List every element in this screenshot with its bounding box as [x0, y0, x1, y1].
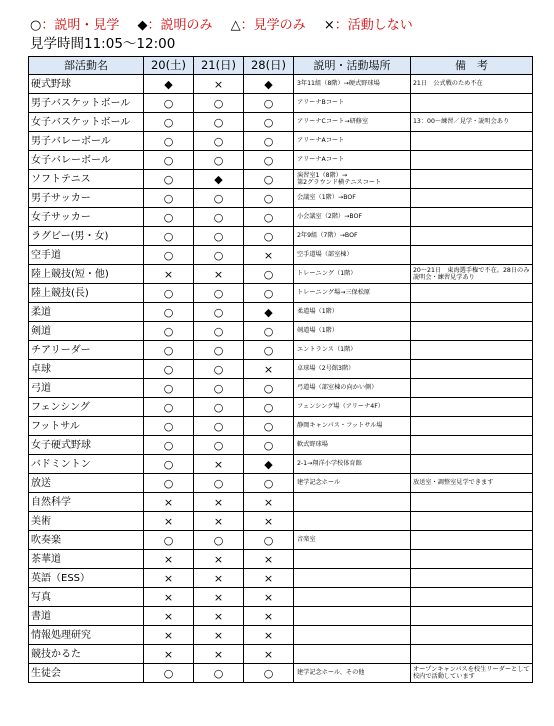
- activity-place: 建学記念ホール: [294, 474, 411, 493]
- table-row: [29, 607, 533, 626]
- mark-day-20: ○: [144, 303, 194, 322]
- mark-day-28: ○: [244, 132, 294, 151]
- table-row: [29, 588, 533, 607]
- mark-day-28: ×: [244, 569, 294, 588]
- note: [411, 246, 533, 265]
- header-day-28: 28(日): [244, 57, 294, 75]
- mark-day-21: ○: [194, 208, 244, 227]
- note: [411, 588, 533, 607]
- mark-day-28: ○: [244, 265, 294, 284]
- table-row: [29, 626, 533, 645]
- club-name: 競技かるた: [29, 645, 144, 664]
- activity-place: 小会議室（2階）→BOF: [294, 208, 411, 227]
- activity-place: [294, 550, 411, 569]
- mark-day-28: ×: [244, 246, 294, 265]
- note: 13：00〜練習／見学・説明会あり: [411, 113, 533, 132]
- note: [411, 284, 533, 303]
- activity-place: 演習室1（8階）→ 第2グラウンド横テニスコート: [294, 170, 411, 189]
- mark-day-21: ○: [194, 474, 244, 493]
- mark-day-21: ○: [194, 360, 244, 379]
- club-name: 情報処理研究: [29, 626, 144, 645]
- mark-day-21: ×: [194, 75, 244, 94]
- mark-day-28: ○: [244, 417, 294, 436]
- mark-day-28: ◆: [244, 75, 294, 94]
- mark-day-20: ○: [144, 170, 194, 189]
- mark-day-28: ○: [244, 322, 294, 341]
- mark-day-20: ○: [144, 474, 194, 493]
- activity-place: アリーナBコート: [294, 94, 411, 113]
- club-name: 卓球: [29, 360, 144, 379]
- mark-day-28: ○: [244, 436, 294, 455]
- activity-place: アリーナCコート→研修室: [294, 113, 411, 132]
- mark-day-20: ○: [144, 132, 194, 151]
- note: [411, 189, 533, 208]
- club-name: バドミントン: [29, 455, 144, 474]
- mark-day-21: ×: [194, 265, 244, 284]
- mark-day-21: ○: [194, 664, 244, 683]
- club-name: 女子バスケットボール: [29, 113, 144, 132]
- mark-day-20: ○: [144, 455, 194, 474]
- note: [411, 303, 533, 322]
- mark-day-20: ×: [144, 493, 194, 512]
- club-name: フェンシング: [29, 398, 144, 417]
- activity-place: エントランス（1階）: [294, 341, 411, 360]
- club-name: 男子サッカー: [29, 189, 144, 208]
- club-name: フットサル: [29, 417, 144, 436]
- mark-day-20: ×: [144, 569, 194, 588]
- note: [411, 550, 533, 569]
- mark-day-28: ×: [244, 360, 294, 379]
- club-name: チアリーダー: [29, 341, 144, 360]
- note: [411, 151, 533, 170]
- mark-day-28: ×: [244, 493, 294, 512]
- table-row: [29, 94, 533, 113]
- table-row: [29, 531, 533, 550]
- mark-day-28: ○: [244, 227, 294, 246]
- table-row: [29, 284, 533, 303]
- mark-day-28: ○: [244, 379, 294, 398]
- note: [411, 360, 533, 379]
- mark-day-28: ○: [244, 189, 294, 208]
- table-row: [29, 512, 533, 531]
- mark-day-21: ×: [194, 645, 244, 664]
- mark-day-20: ×: [144, 512, 194, 531]
- mark-day-20: ○: [144, 379, 194, 398]
- mark-day-28: ×: [244, 512, 294, 531]
- note: [411, 132, 533, 151]
- club-name: 男子バスケットボール: [29, 94, 144, 113]
- activity-place: 2-1→翔洋小学校体育館: [294, 455, 411, 474]
- note: [411, 208, 533, 227]
- mark-day-20: ×: [144, 607, 194, 626]
- note: [411, 455, 533, 474]
- mark-day-21: ○: [194, 94, 244, 113]
- mark-day-21: ×: [194, 588, 244, 607]
- note: 21日 公式戦のため不在: [411, 75, 533, 94]
- mark-day-20: ×: [144, 626, 194, 645]
- club-name: 女子バレーボール: [29, 151, 144, 170]
- club-name: ソフトテニス: [29, 170, 144, 189]
- activity-place: 静岡キャンパス・フットサル場: [294, 417, 411, 436]
- mark-day-21: ×: [194, 550, 244, 569]
- mark-day-28: ○: [244, 94, 294, 113]
- note: [411, 341, 533, 360]
- table-row: [29, 398, 533, 417]
- club-name: 空手道: [29, 246, 144, 265]
- activity-place: 卓球場（2号館3階）: [294, 360, 411, 379]
- mark-day-20: ○: [144, 284, 194, 303]
- mark-day-20: ×: [144, 265, 194, 284]
- activity-place: [294, 607, 411, 626]
- mark-day-28: ×: [244, 626, 294, 645]
- mark-day-21: ×: [194, 607, 244, 626]
- note: [411, 170, 533, 189]
- activity-place: フェンシング場（アリーナ4F）: [294, 398, 411, 417]
- mark-day-20: ◆: [144, 75, 194, 94]
- mark-day-20: ○: [144, 360, 194, 379]
- table-row: [29, 436, 533, 455]
- note: [411, 512, 533, 531]
- club-name: 放送: [29, 474, 144, 493]
- mark-day-28: ○: [244, 664, 294, 683]
- note: 放送室・調整室見学できます: [411, 474, 533, 493]
- table-row: [29, 303, 533, 322]
- mark-day-20: ○: [144, 341, 194, 360]
- tour-time: 見学時間11:05〜12:00: [30, 36, 176, 52]
- club-name: 女子サッカー: [29, 208, 144, 227]
- table-row: [29, 493, 533, 512]
- table-row: [29, 113, 533, 132]
- mark-day-28: ×: [244, 550, 294, 569]
- activity-place: [294, 626, 411, 645]
- club-name: ラグビー(男・女): [29, 227, 144, 246]
- mark-day-21: ○: [194, 341, 244, 360]
- mark-day-21: ○: [194, 113, 244, 132]
- activity-place: 剣道場（1階）: [294, 322, 411, 341]
- activity-place: 空手道場（部室棟）: [294, 246, 411, 265]
- mark-day-21: ○: [194, 436, 244, 455]
- mark-day-20: ○: [144, 436, 194, 455]
- table-row: [29, 455, 533, 474]
- mark-day-21: ○: [194, 379, 244, 398]
- activity-place: [294, 512, 411, 531]
- activity-place: 会議室（1階）→BOF: [294, 189, 411, 208]
- mark-day-20: ○: [144, 208, 194, 227]
- club-name: 陸上競技(長): [29, 284, 144, 303]
- activity-place: [294, 645, 411, 664]
- mark-day-20: ○: [144, 322, 194, 341]
- mark-day-20: ×: [144, 550, 194, 569]
- note: [411, 436, 533, 455]
- table-row: [29, 474, 533, 493]
- activity-place: 軟式野球場: [294, 436, 411, 455]
- mark-day-20: ○: [144, 246, 194, 265]
- mark-day-28: ×: [244, 588, 294, 607]
- note: [411, 531, 533, 550]
- table-row: [29, 208, 533, 227]
- mark-day-21: ○: [194, 227, 244, 246]
- header-day-21: 21(日): [194, 57, 244, 75]
- club-name: 美術: [29, 512, 144, 531]
- mark-day-20: ○: [144, 94, 194, 113]
- activity-place: 柔道場（1階）: [294, 303, 411, 322]
- table-row: [29, 132, 533, 151]
- club-name: 書道: [29, 607, 144, 626]
- activity-place: アリーナAコート: [294, 132, 411, 151]
- mark-day-21: ×: [194, 493, 244, 512]
- table-row: [29, 417, 533, 436]
- legend-item-explain-tour: ○：説明・見学: [30, 18, 120, 33]
- table-row: [29, 360, 533, 379]
- mark-day-28: ○: [244, 474, 294, 493]
- note: [411, 493, 533, 512]
- table-row: [29, 550, 533, 569]
- activity-place: 音楽室: [294, 531, 411, 550]
- table-row: [29, 227, 533, 246]
- mark-day-20: ○: [144, 531, 194, 550]
- mark-day-20: ○: [144, 664, 194, 683]
- mark-day-20: ×: [144, 645, 194, 664]
- note: [411, 417, 533, 436]
- mark-day-21: ○: [194, 303, 244, 322]
- table-row: [29, 645, 533, 664]
- mark-day-20: ○: [144, 398, 194, 417]
- activity-place: アリーナAコート: [294, 151, 411, 170]
- table-row: [29, 341, 533, 360]
- note: 20〜21日 東海選手権で不在。28日のみ説明会・練習見学あり: [411, 265, 533, 284]
- mark-day-21: ×: [194, 626, 244, 645]
- club-name: 男子バレーボール: [29, 132, 144, 151]
- activity-place: 弓道場（部室棟の向かい側）: [294, 379, 411, 398]
- mark-day-28: ×: [244, 645, 294, 664]
- mark-day-20: ○: [144, 227, 194, 246]
- mark-day-28: ○: [244, 531, 294, 550]
- header-day-20: 20(土): [144, 57, 194, 75]
- note: [411, 626, 533, 645]
- legend-item-explain-only: ◆：説明のみ: [137, 18, 213, 33]
- activity-place: [294, 493, 411, 512]
- mark-day-21: ○: [194, 322, 244, 341]
- header-club: 部活動名: [29, 57, 144, 75]
- club-name: 吹奏楽: [29, 531, 144, 550]
- mark-day-28: ○: [244, 151, 294, 170]
- table-row: [29, 569, 533, 588]
- mark-day-28: ○: [244, 284, 294, 303]
- club-name: 英語（ESS）: [29, 569, 144, 588]
- activity-place: [294, 569, 411, 588]
- mark-day-21: ○: [194, 398, 244, 417]
- mark-day-21: ×: [194, 569, 244, 588]
- table-row: [29, 189, 533, 208]
- activity-place: トレーニング場→三保松原: [294, 284, 411, 303]
- mark-day-20: ×: [144, 588, 194, 607]
- mark-day-20: ○: [144, 151, 194, 170]
- note: [411, 322, 533, 341]
- mark-day-21: ○: [194, 284, 244, 303]
- mark-day-28: ○: [244, 341, 294, 360]
- mark-day-21: ○: [194, 246, 244, 265]
- table-row: [29, 75, 533, 94]
- activity-place: 3年11組（8階）→硬式野球場: [294, 75, 411, 94]
- club-name: 自然科学: [29, 493, 144, 512]
- legend-item-tour-only: △：見学のみ: [230, 18, 306, 33]
- club-name: 柔道: [29, 303, 144, 322]
- activity-place: 2年9組（7階）→BOF: [294, 227, 411, 246]
- header-note: 備 考: [411, 57, 533, 75]
- mark-day-21: ×: [194, 512, 244, 531]
- note: [411, 645, 533, 664]
- table-row: [29, 265, 533, 284]
- mark-day-28: ◆: [244, 455, 294, 474]
- table-row: [29, 151, 533, 170]
- note: [411, 607, 533, 626]
- note: [411, 379, 533, 398]
- club-name: 茶華道: [29, 550, 144, 569]
- note: [411, 398, 533, 417]
- club-name: 女子硬式野球: [29, 436, 144, 455]
- club-name: 剣道: [29, 322, 144, 341]
- legend-item-no-activity: ×：活動しない: [323, 18, 413, 33]
- header-place: 説明・活動場所: [294, 57, 411, 75]
- mark-day-28: ×: [244, 607, 294, 626]
- mark-day-21: ○: [194, 417, 244, 436]
- club-name: 生徒会: [29, 664, 144, 683]
- mark-day-20: ○: [144, 189, 194, 208]
- club-name: 弓道: [29, 379, 144, 398]
- activity-place: 建学記念ホール、その他: [294, 664, 411, 683]
- note: [411, 569, 533, 588]
- mark-day-20: ○: [144, 113, 194, 132]
- table-row: [29, 664, 533, 683]
- note: [411, 227, 533, 246]
- mark-day-28: ○: [244, 113, 294, 132]
- table-row: [29, 170, 533, 189]
- activity-place: [294, 588, 411, 607]
- mark-day-21: ◆: [194, 170, 244, 189]
- club-name: 陸上競技(短・他): [29, 265, 144, 284]
- table-row: [29, 379, 533, 398]
- table-header-row: [29, 57, 533, 75]
- mark-day-21: ○: [194, 189, 244, 208]
- mark-day-21: ○: [194, 132, 244, 151]
- note: [411, 94, 533, 113]
- mark-day-21: ○: [194, 531, 244, 550]
- mark-day-28: ○: [244, 398, 294, 417]
- symbol-legend: [30, 18, 550, 34]
- mark-day-28: ◆: [244, 303, 294, 322]
- mark-day-21: ○: [194, 151, 244, 170]
- mark-day-28: ○: [244, 208, 294, 227]
- club-schedule-table: [28, 56, 533, 683]
- mark-day-21: ×: [194, 455, 244, 474]
- mark-day-28: ○: [244, 170, 294, 189]
- club-name: 硬式野球: [29, 75, 144, 94]
- club-name: 写真: [29, 588, 144, 607]
- table-row: [29, 322, 533, 341]
- table-row: [29, 246, 533, 265]
- activity-place: トレーニング（1階）: [294, 265, 411, 284]
- mark-day-20: ○: [144, 417, 194, 436]
- note: オープンキャンパスを校生リーダーとして校内で活動しています: [411, 664, 533, 683]
